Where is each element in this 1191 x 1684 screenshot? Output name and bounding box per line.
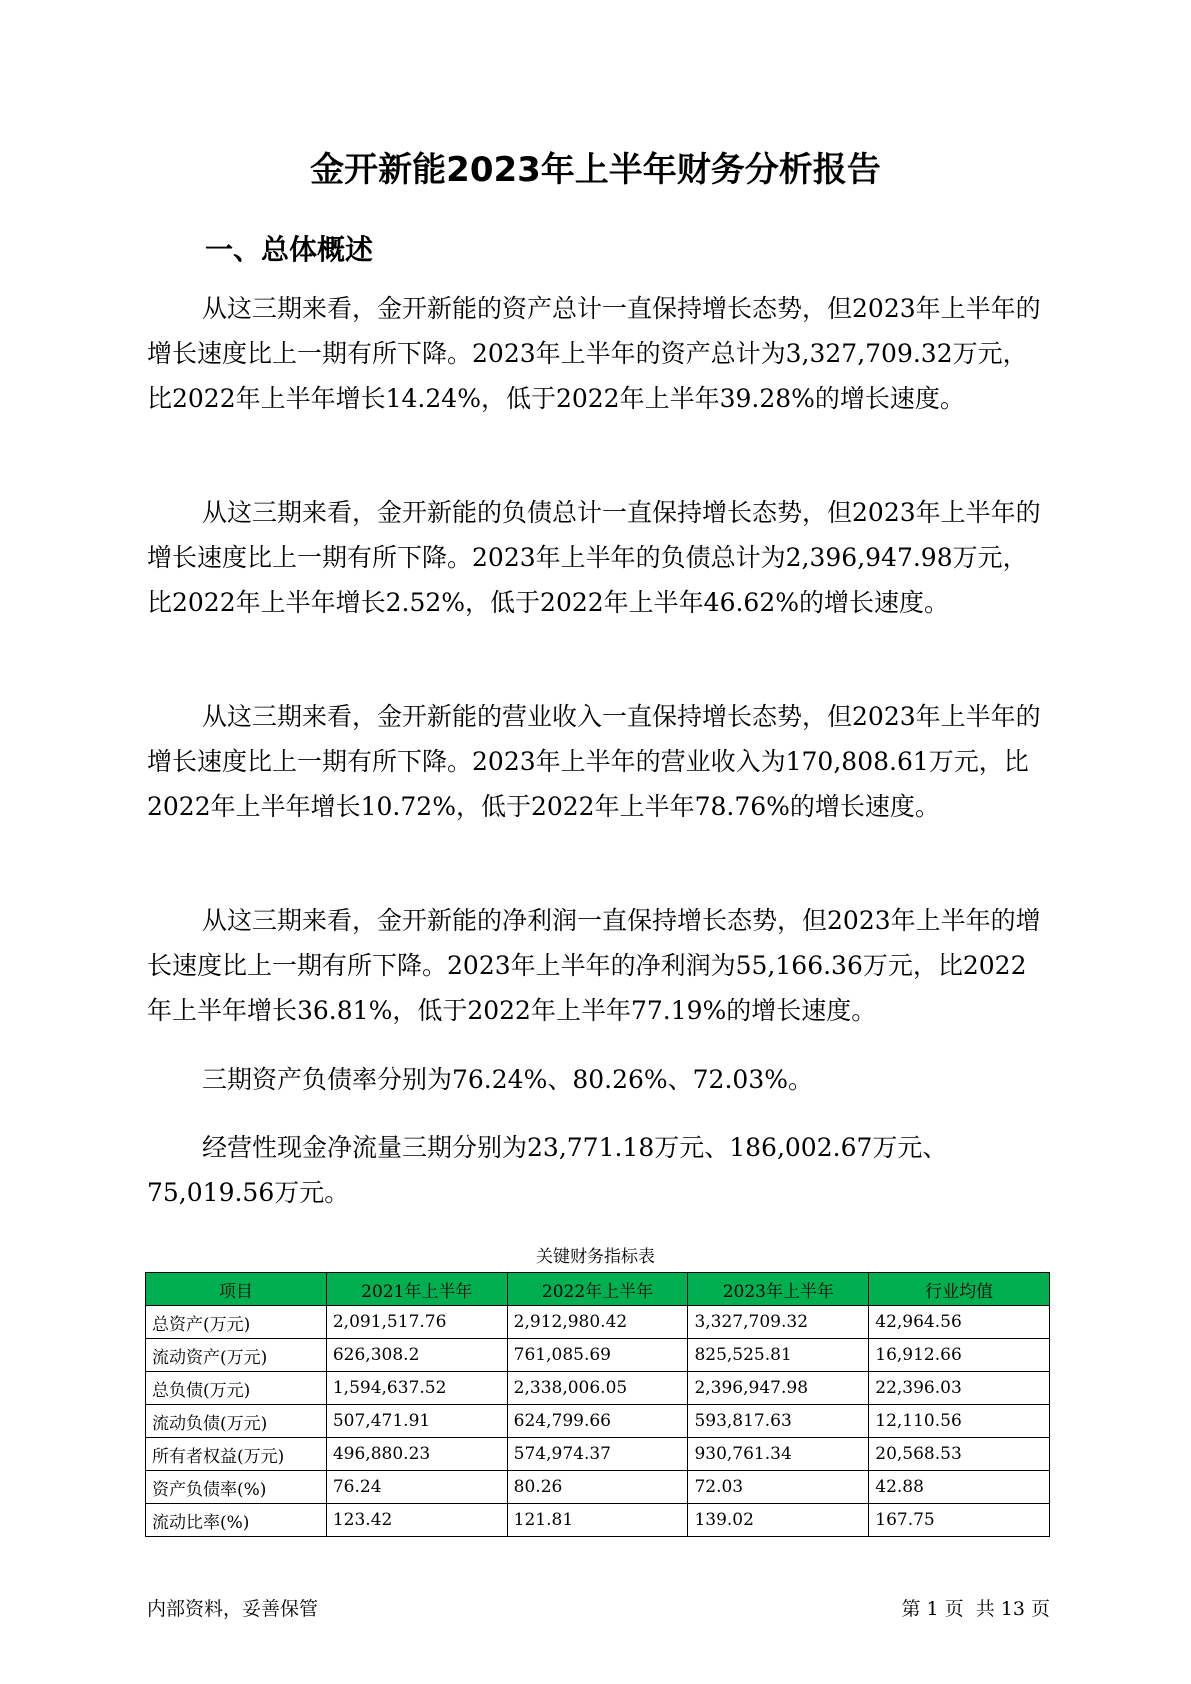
table-cell: 761,085.69: [507, 1339, 688, 1372]
header-2023h1: 2023年上半年: [688, 1273, 869, 1306]
paragraph-assets: 从这三期来看，金开新能的资产总计一直保持增长态势，但2023年上半年的增长速度比上一期有所下降。2023年上半年的资产总计为3,327,709.32万元，比2022年上半年增长14.24%，低于2022年上半年39.28%的增长速度。: [147, 294, 1041, 413]
table-caption: 关键财务指标表: [536, 1247, 655, 1267]
table-row: [146, 1504, 1050, 1537]
paragraph-revenue: 从这三期来看，金开新能的营业收入一直保持增长态势，但2023年上半年的增长速度比上一期有所下降。2023年上半年的营业收入为170,808.61万元，比2022年上半年增长10.72%，低于2022年上半年78.76%的增长速度。: [147, 702, 1041, 821]
table-row: [146, 1339, 1050, 1372]
row-label: 资产负债率(%): [146, 1471, 327, 1504]
paragraph-net-profit: 从这三期来看，金开新能的净利润一直保持增长态势，但2023年上半年的增长速度比上一期有所下降。2023年上半年的净利润为55,166.36万元，比2022年上半年增长36.81%，低于2022年上半年77.19%的增长速度。: [147, 906, 1041, 1025]
table-cell: 20,568.53: [869, 1438, 1050, 1471]
table-cell: 76.24: [326, 1471, 507, 1504]
table-row: [146, 1471, 1050, 1504]
table-row: [146, 1438, 1050, 1471]
paragraph-liabilities: 从这三期来看，金开新能的负债总计一直保持增长态势，但2023年上半年的增长速度比上一期有所下降。2023年上半年的负债总计为2,396,947.98万元，比2022年上半年增长2.52%，低于2022年上半年46.62%的增长速度。: [147, 498, 1041, 617]
table-cell: 123.42: [326, 1504, 507, 1537]
header-item: 项目: [146, 1273, 327, 1306]
header-industry-avg: 行业均值: [869, 1273, 1050, 1306]
table-cell: 80.26: [507, 1471, 688, 1504]
section-heading: 一、总体概述: [205, 233, 374, 266]
row-label: 总负债(万元): [146, 1372, 327, 1405]
table-cell: 2,091,517.76: [326, 1306, 507, 1339]
table-cell: 139.02: [688, 1504, 869, 1537]
table-cell: 42.88: [869, 1471, 1050, 1504]
table-cell: 1,594,637.52: [326, 1372, 507, 1405]
table-cell: 624,799.66: [507, 1405, 688, 1438]
table-cell: 2,396,947.98: [688, 1372, 869, 1405]
table-row: [146, 1405, 1050, 1438]
table-cell: 22,396.03: [869, 1372, 1050, 1405]
table-cell: 930,761.34: [688, 1438, 869, 1471]
footer-confidential-note: 内部资料，妥善保管: [147, 1598, 319, 1620]
row-label: 流动资产(万元): [146, 1339, 327, 1372]
table-cell: 12,110.56: [869, 1405, 1050, 1438]
row-label: 总资产(万元): [146, 1306, 327, 1339]
paragraph-debt-ratio: 三期资产负债率分别为76.24%、80.26%、72.03%。: [202, 1065, 813, 1094]
table-cell: 72.03: [688, 1471, 869, 1504]
table-cell: 2,912,980.42: [507, 1306, 688, 1339]
key-metrics-table: [145, 1272, 1050, 1537]
table-cell: 121.81: [507, 1504, 688, 1537]
document-title: 金开新能2023年上半年财务分析报告: [310, 150, 881, 190]
table-cell: 496,880.23: [326, 1438, 507, 1471]
footer-page-number: 第 1 页 共 13 页: [901, 1598, 1050, 1620]
table-row: [146, 1372, 1050, 1405]
table-cell: 825,525.81: [688, 1339, 869, 1372]
header-2021h1: 2021年上半年: [326, 1273, 507, 1306]
table-row: [146, 1306, 1050, 1339]
table-cell: 626,308.2: [326, 1339, 507, 1372]
header-2022h1: 2022年上半年: [507, 1273, 688, 1306]
paragraph-cash-flow: 经营性现金净流量三期分别为23,771.18万元、186,002.67万元、75,019.56万元。: [147, 1133, 948, 1207]
table-header-row: [146, 1273, 1050, 1306]
table-cell: 16,912.66: [869, 1339, 1050, 1372]
table-cell: 42,964.56: [869, 1306, 1050, 1339]
table-cell: 574,974.37: [507, 1438, 688, 1471]
row-label: 所有者权益(万元): [146, 1438, 327, 1471]
table-cell: 167.75: [869, 1504, 1050, 1537]
table-cell: 593,817.63: [688, 1405, 869, 1438]
row-label: 流动负债(万元): [146, 1405, 327, 1438]
table-cell: 3,327,709.32: [688, 1306, 869, 1339]
table-cell: 2,338,006.05: [507, 1372, 688, 1405]
table-cell: 507,471.91: [326, 1405, 507, 1438]
row-label: 流动比率(%): [146, 1504, 327, 1537]
